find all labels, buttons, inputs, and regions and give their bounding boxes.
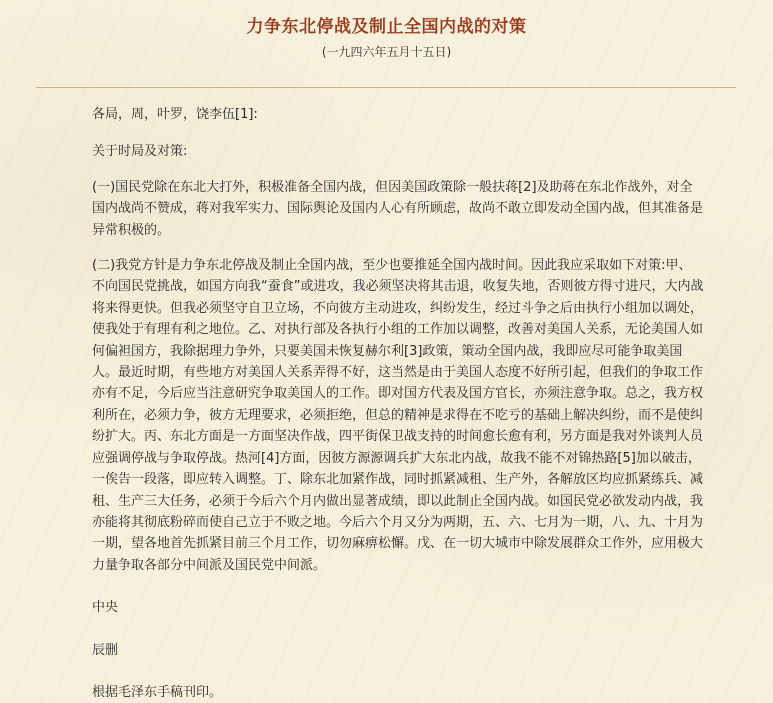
document-date: (一九四六年五月十五日) — [321, 45, 452, 59]
source-note: 根据毛泽东手稿刊印。 — [92, 684, 223, 700]
drafter-code: 辰删 — [92, 642, 119, 658]
paragraph-1: (一)国民党除在东北大打外，积极准备全国内战，但因美国政策除一般扶蒋[2]及助蒋在东北作战外，对全国内战尚不赞成，蒋对我军实力、国际舆论及国内人心有所顾虑，故尚不敢立即发动全国内战，但其准备是异常积极的。 — [92, 179, 704, 238]
header-divider — [36, 87, 736, 88]
salutation: 各局，周，叶罗，饶李伍[1]: — [92, 107, 258, 122]
topic-line: 关于时局及对策: — [92, 144, 188, 160]
signature: 中央 — [92, 600, 119, 616]
document-body — [92, 104, 704, 703]
document-header — [0, 0, 773, 88]
paragraph-2: (二)我党方针是力争东北停战及制止全国内战，至少也要推延全国内战时间。因此我应采取如下对策:甲、不向国民党挑战，如国方向我“蚕食”或进攻，我必须坚决将其击退，收复失地，否则彼方得寸进尺，大内战将来得更快。但我必须坚守自卫立场，不向彼方主动进攻，纠纷发生，经过斗争之后由执行小组加以调处，使我处于有理有利之地位。乙、对执行部及各执行小组的工作加以调整，改善对美国人关系，无论美国人如何偏袒国方，我除据理力争外，只要美国未恢复赫尔利[3]政策，策动全国内战，我即应尽可能争取美国人。最近时期，有些地方对美国人关系弄得不好，这当然是由于美国人态度不好所引起，但我们的争取工作亦有不足，今后应当注意研究争取美国人的工作。即对国方代表及国方官长，亦须注意争取。总之，我方权利所在，必须力争，彼方无理要求，必须拒绝，但总的精神是求得在不吃亏的基础上解决纠纷，而不是使纠纷扩大。丙、东北方面是一方面坚决作战，四平街保卫战支持的时间愈长愈有利，另方面是我对外谈判人员应强调停战与争取停战。热河[4]方面，因彼方源源调兵扩大东北内战，故我不能不对锦热路[5]加以破击，一俟告一段落，即应转入调整。丁、除东北加紧作战，同时抓紧减租、生产外，各解放区均应抓紧练兵、减租、生产三大任务，必须于今后六个月内做出显著成绩，即以此制止全国内战。如国民党必欲发动内战，我亦能将其彻底粉碎而使自己立于不败之地。今后六个月又分为两期，五、六、七月为一期，八、九、十月为一期，望各地首先抓紧目前三个月工作，切勿麻痹松懈。戊、在一切大城市中除发展群众工作外，应用极大力量争取各部分中间派及国民党中间派。 — [92, 258, 704, 573]
document-title: 力争东北停战及制止全国内战的对策 — [246, 17, 527, 37]
